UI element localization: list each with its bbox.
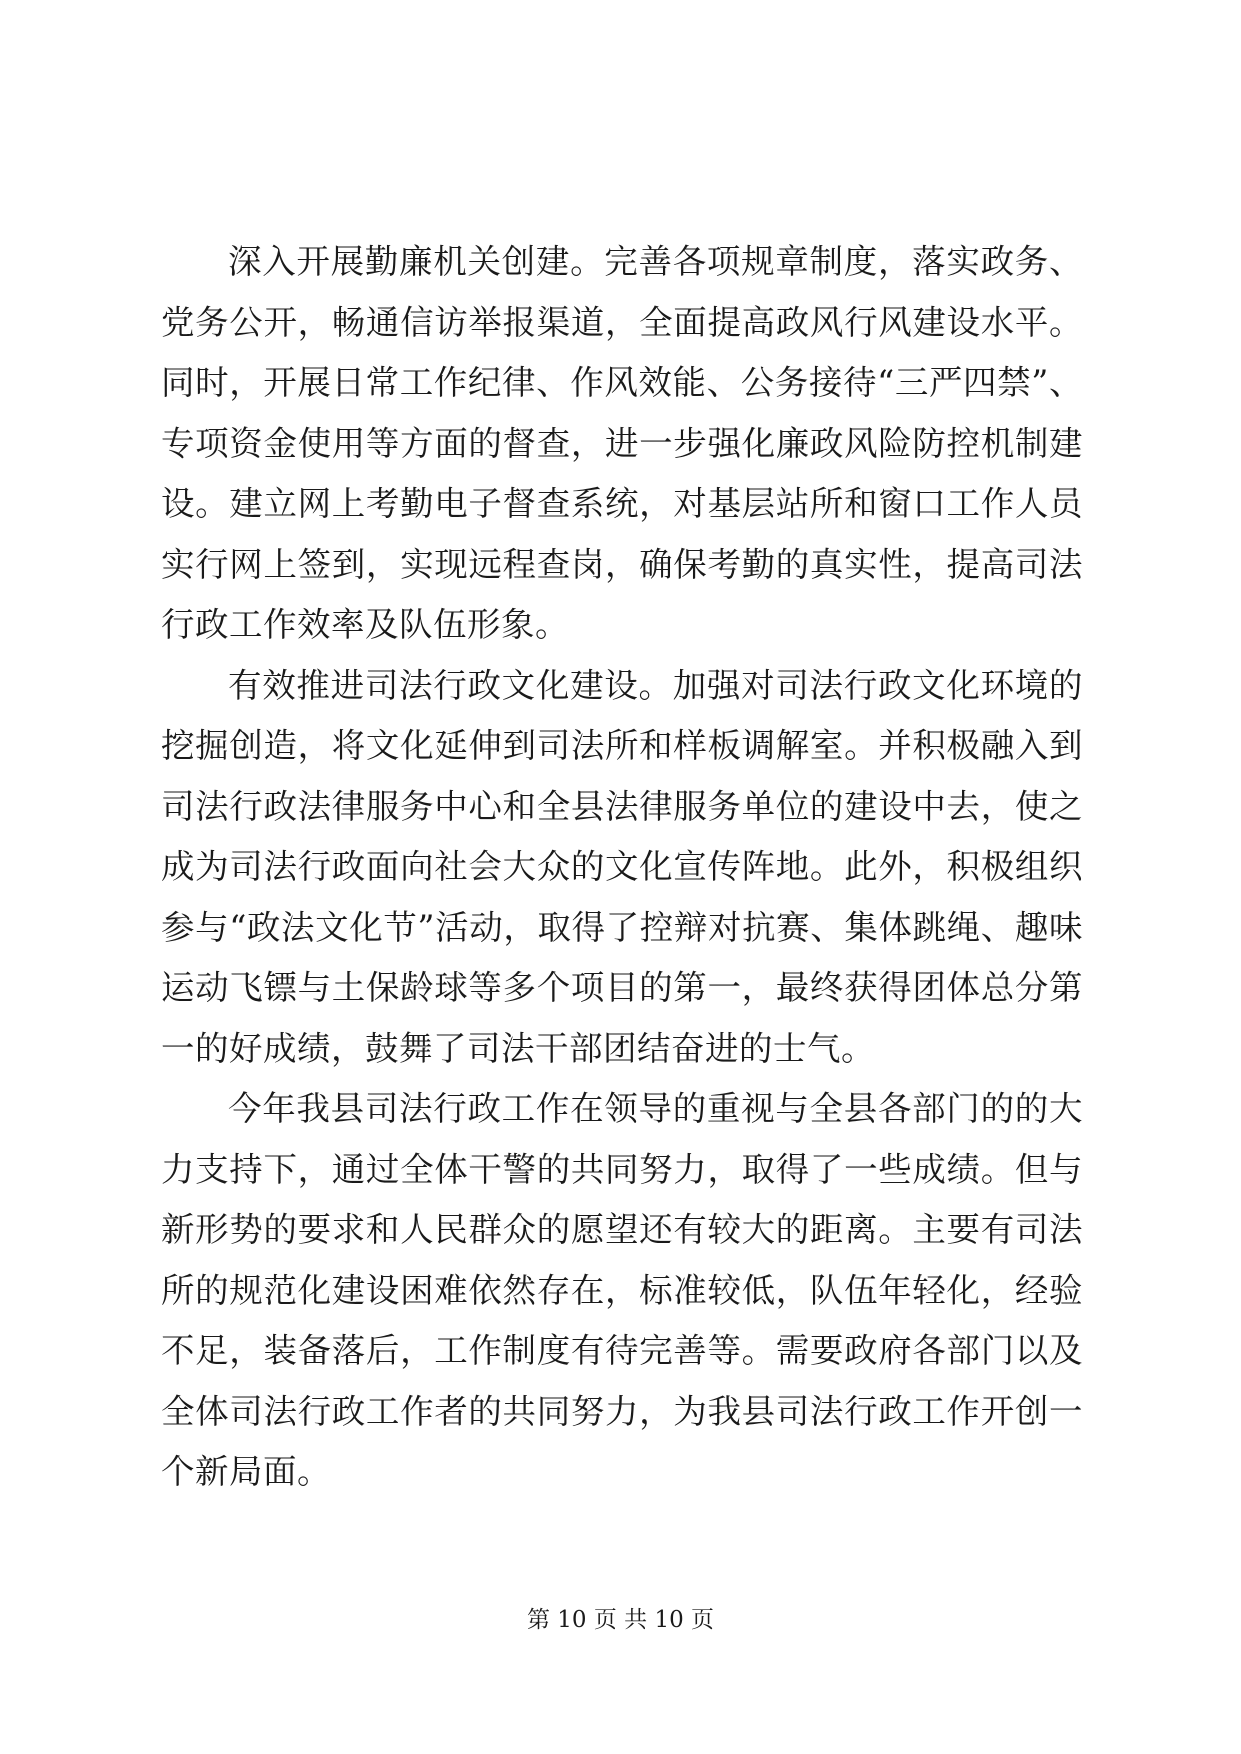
page-number-footer: 第 10 页 共 10 页 [526,1607,715,1633]
document-body [161,232,1083,1503]
paragraph-discipline-building: 深入开展勤廉机关创建。完善各项规章制度，落实政务、党务公开，畅通信访举报渠道，全面提高政风行风建设水平。同时，开展日常工作纪律、作风效能、公务接待“三严四禁”、专项资金使用等方面的督查，进一步强化廉政风险防控机制建设。建立网上考勤电子督查系统，对基层站所和窗口工作人员实行网上签到，实现远程查岗，确保考勤的真实性，提高司法行政工作效率及队伍形象。 [161,242,1083,644]
paragraph-culture-building: 有效推进司法行政文化建设。加强对司法行政文化环境的挖掘创造，将文化延伸到司法所和样板调解室。并积极融入到司法行政法律服务中心和全县法律服务单位的建设中去，使之成为司法行政面向社会大众的文化宣传阵地。此外，积极组织参与“政法文化节”活动，取得了控辩对抗赛、集体跳绳、趣味运动飞镖与土保龄球等多个项目的第一，最终获得团体总分第一的好成绩，鼓舞了司法干部团结奋进的士气。 [161,665,1083,1068]
paragraph-summary: 今年我县司法行政工作在领导的重视与全县各部门的的大力支持下，通过全体干警的共同努力，取得了一些成绩。但与新形势的要求和人民群众的愿望还有较大的距离。主要有司法所的规范化建设困难依然存在，标准较低，队伍年轻化，经验不足，装备落后，工作制度有待完善等。需要政府各部门以及全体司法行政工作者的共同努力，为我县司法行政工作开创一个新局面。 [161,1089,1083,1491]
